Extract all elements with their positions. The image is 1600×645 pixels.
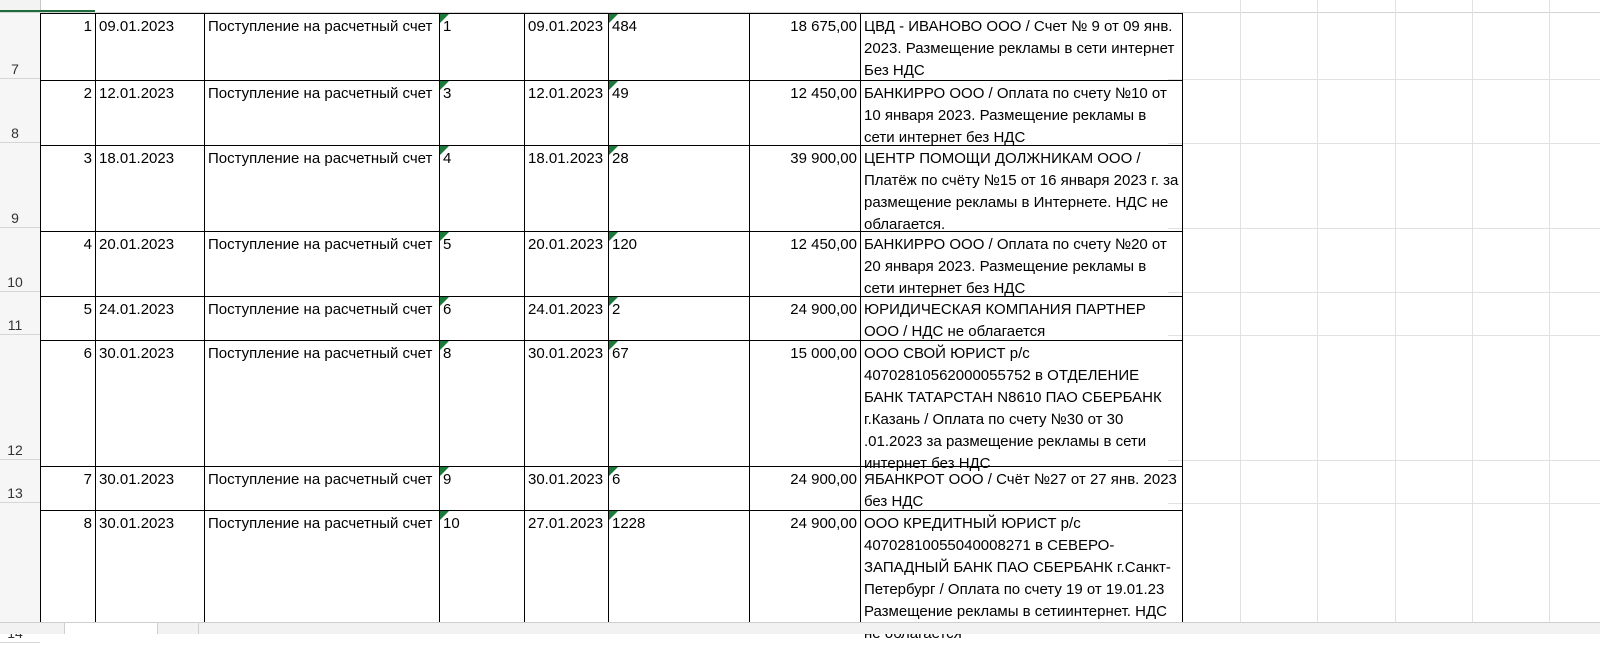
- cell-text: 15 000,00: [790, 345, 857, 362]
- cell-doc-number[interactable]: [440, 511, 525, 633]
- gridline: [1549, 0, 1550, 623]
- cell-amount[interactable]: [750, 467, 861, 511]
- cell-date[interactable]: [96, 14, 205, 81]
- cell-text: 9: [443, 471, 452, 488]
- error-indicator-icon: [609, 14, 618, 23]
- row-header[interactable]: [0, 13, 40, 79]
- cell-text: 18 675,00: [790, 18, 857, 35]
- row-header[interactable]: [0, 228, 40, 292]
- cell-text: ООО СВОЙ ЮРИСТ р/с 40702810562000055752 в ОТДЕЛЕНИЕ БАНК ТАТАРСТАН N8610 ПАО СБЕРБАНК г.Казань / Оплата по счету №30 от 30 .01.2023 за размещение рекламы в сети интернет без НДС: [864, 345, 1162, 472]
- error-indicator-icon: [440, 467, 449, 476]
- table-row: [41, 232, 1183, 297]
- cell-incoming-number[interactable]: [609, 14, 750, 81]
- cell-operation[interactable]: [205, 232, 440, 297]
- cell-text: 30.01.2023: [99, 471, 175, 488]
- cell-operation[interactable]: [205, 511, 440, 633]
- cell-text: 20.01.2023: [528, 236, 604, 253]
- cell-text: 39 900,00: [790, 150, 857, 167]
- table-row: [41, 297, 1183, 341]
- cell-doc-number[interactable]: [440, 232, 525, 297]
- cell-operation[interactable]: [205, 81, 440, 146]
- cell-text: 18.01.2023: [528, 150, 604, 167]
- cell-text: 4: [83, 236, 92, 253]
- cell-date[interactable]: [96, 297, 205, 341]
- error-indicator-icon: [440, 146, 449, 155]
- cell-amount[interactable]: [750, 341, 861, 467]
- error-indicator-icon: [609, 467, 618, 476]
- cell-text: БАНКИРРО ООО / Оплата по счету №10 от 10 января 2023. Размещение рекламы в сети интернет без НДС: [864, 85, 1167, 146]
- row-number: 10: [7, 274, 23, 290]
- cell-text: 1: [443, 18, 452, 35]
- cell-doc-number[interactable]: [440, 467, 525, 511]
- sheet-tab-bar: [0, 622, 1600, 634]
- row-number: 7: [11, 61, 19, 77]
- cell-amount[interactable]: [750, 81, 861, 146]
- cell-doc-date[interactable]: [525, 297, 609, 341]
- cell-incoming-number[interactable]: [609, 232, 750, 297]
- row-number: 8: [11, 125, 19, 141]
- cell-text: 3: [443, 85, 452, 102]
- error-indicator-icon: [609, 81, 618, 90]
- cell-text: Поступление на расчетный счет: [208, 236, 433, 253]
- cell-description[interactable]: [861, 341, 1183, 472]
- table-row: [41, 511, 1183, 633]
- cell-text: 30.01.2023: [528, 471, 604, 488]
- cell-text: 24 900,00: [790, 471, 857, 488]
- cell-amount[interactable]: [750, 14, 861, 81]
- sheet-tab[interactable]: [64, 623, 158, 634]
- cell-text: 1228: [612, 515, 646, 532]
- cell-doc-date[interactable]: [525, 146, 609, 232]
- gridline: [1168, 228, 1600, 229]
- cell-text: 8: [83, 515, 92, 532]
- cell-text: 24.01.2023: [99, 301, 175, 318]
- cell-text: ЮРИДИЧЕСКАЯ КОМПАНИЯ ПАРТНЕР ООО / НДС не облагается: [864, 301, 1146, 340]
- cell-number[interactable]: [41, 232, 96, 297]
- table-row: [41, 467, 1183, 511]
- cell-doc-number[interactable]: [440, 146, 525, 232]
- gridline: [1168, 460, 1600, 461]
- row-number: 9: [11, 210, 19, 226]
- cell-text: 2: [83, 85, 92, 102]
- cell-incoming-number[interactable]: [609, 467, 750, 511]
- cell-description[interactable]: [861, 81, 1183, 146]
- cell-text: 24 900,00: [790, 515, 857, 532]
- cell-date[interactable]: [96, 511, 205, 633]
- cell-text: 30.01.2023: [528, 345, 604, 362]
- cell-description[interactable]: [861, 511, 1183, 633]
- cell-doc-number[interactable]: [440, 81, 525, 146]
- row-header[interactable]: [0, 335, 40, 460]
- cell-text: 30.01.2023: [99, 515, 175, 532]
- error-indicator-icon: [609, 297, 618, 306]
- cell-text: 67: [612, 345, 629, 362]
- cell-incoming-number[interactable]: [609, 341, 750, 467]
- tab-separator: [198, 623, 199, 634]
- cell-description[interactable]: [861, 14, 1183, 81]
- cell-description[interactable]: [861, 232, 1183, 297]
- cell-doc-date[interactable]: [525, 511, 609, 633]
- table-row: [41, 341, 1183, 467]
- cell-date[interactable]: [96, 341, 205, 467]
- cell-text: 5: [83, 301, 92, 318]
- error-indicator-icon: [440, 341, 449, 350]
- row-header[interactable]: [0, 143, 40, 228]
- gridline: [1472, 0, 1473, 623]
- cell-text: 12 450,00: [790, 85, 857, 102]
- cell-text: 6: [612, 471, 621, 488]
- cell-text: 28: [612, 150, 629, 167]
- cell-text: Поступление на расчетный счет: [208, 301, 433, 318]
- row-header-column: [0, 13, 41, 623]
- cell-text: 2: [612, 301, 621, 318]
- column-header-strip: [0, 0, 1600, 13]
- cell-date[interactable]: [96, 232, 205, 297]
- cell-text: 24 900,00: [790, 301, 857, 318]
- cell-operation[interactable]: [205, 146, 440, 232]
- gridline: [1168, 143, 1600, 144]
- cell-number[interactable]: [41, 341, 96, 467]
- cell-text: 20.01.2023: [99, 236, 175, 253]
- cell-doc-number[interactable]: [440, 14, 525, 81]
- cell-amount[interactable]: [750, 297, 861, 341]
- row-number: 12: [7, 442, 23, 458]
- cell-text: 09.01.2023: [99, 18, 175, 35]
- cell-text: Поступление на расчетный счет: [208, 515, 433, 532]
- cell-text: 7: [83, 471, 92, 488]
- cell-text: 6: [83, 345, 92, 362]
- cell-number[interactable]: [41, 467, 96, 511]
- cell-doc-date[interactable]: [525, 341, 609, 467]
- cell-text: ЦВД - ИВАНОВО ООО / Счет № 9 от 09 янв. 2023. Размещение рекламы в сети интернет Без НДС: [864, 18, 1175, 79]
- cell-text: 30.01.2023: [99, 345, 175, 362]
- row-header[interactable]: [0, 79, 40, 143]
- cell-amount[interactable]: [750, 146, 861, 232]
- cell-text: 12.01.2023: [99, 85, 175, 102]
- error-indicator-icon: [609, 511, 618, 520]
- cell-text: ЦЕНТР ПОМОЩИ ДОЛЖНИКАМ ООО / Платёж по счёту №15 от 16 января 2023 г. за размещение рекламы в Интернете. НДС не облагается.: [864, 150, 1179, 233]
- cell-date[interactable]: [96, 467, 205, 511]
- cell-doc-date[interactable]: [525, 232, 609, 297]
- table-row: [41, 14, 1183, 81]
- error-indicator-icon: [609, 232, 618, 241]
- cell-operation[interactable]: [205, 467, 440, 511]
- cell-incoming-number[interactable]: [609, 146, 750, 232]
- error-indicator-icon: [440, 14, 449, 23]
- cell-incoming-number[interactable]: [609, 511, 750, 633]
- cell-description[interactable]: [861, 467, 1183, 511]
- cell-doc-date[interactable]: [525, 467, 609, 511]
- row-number: 13: [7, 485, 23, 501]
- cell-text: 484: [612, 18, 638, 35]
- cell-text: 27.01.2023: [528, 515, 604, 532]
- cell-amount[interactable]: [750, 232, 861, 297]
- cell-text: Поступление на расчетный счет: [208, 85, 433, 102]
- error-indicator-icon: [440, 232, 449, 241]
- cell-number[interactable]: [41, 511, 96, 633]
- cell-doc-number[interactable]: [440, 297, 525, 341]
- gridline: [1168, 292, 1600, 293]
- error-indicator-icon: [440, 81, 449, 90]
- cell-operation[interactable]: [205, 297, 440, 341]
- cell-number[interactable]: [41, 297, 96, 341]
- cell-text: Поступление на расчетный счет: [208, 471, 433, 488]
- cell-text: Поступление на расчетный счет: [208, 345, 433, 362]
- gridline: [1240, 0, 1241, 623]
- cell-text: ЯБАНКРОТ ООО / Счёт №27 от 27 янв. 2023 без НДС: [864, 471, 1177, 510]
- cell-number[interactable]: [41, 81, 96, 146]
- cell-text: 3: [83, 150, 92, 167]
- cell-doc-date[interactable]: [525, 81, 609, 146]
- cell-text: 120: [612, 236, 638, 253]
- cell-text: 4: [443, 150, 452, 167]
- cell-operation[interactable]: [205, 14, 440, 81]
- gridline: [1395, 0, 1396, 623]
- cell-operation[interactable]: [205, 341, 440, 467]
- cell-text: 1: [83, 18, 92, 35]
- cell-text: Поступление на расчетный счет: [208, 150, 433, 167]
- cell-incoming-number[interactable]: [609, 81, 750, 146]
- row-number: 11: [7, 317, 23, 333]
- cell-text: 10: [443, 515, 460, 532]
- cell-description[interactable]: [861, 146, 1183, 232]
- gridline: [1168, 503, 1600, 504]
- cell-text: 6: [443, 301, 452, 318]
- selection-indicator: [0, 10, 95, 12]
- error-indicator-icon: [440, 511, 449, 520]
- gridline: [1168, 335, 1600, 336]
- table-row: [41, 146, 1183, 232]
- cell-text: ООО КРЕДИТНЫЙ ЮРИСТ р/с 40702810055040008271 в СЕВЕРО-ЗАПАДНЫЙ БАНК ПАО СБЕРБАНК г.Санкт-Петербург / Оплата по счету 19 от 19.01.23 Размещение рекламы в сетиинтернет. НДС: [864, 515, 1171, 620]
- cell-date[interactable]: [96, 81, 205, 146]
- cell-description[interactable]: [861, 297, 1183, 341]
- cell-text: 24.01.2023: [528, 301, 604, 318]
- error-indicator-icon: [609, 146, 618, 155]
- cell-text: 5: [443, 236, 452, 253]
- cell-amount[interactable]: [750, 511, 861, 633]
- error-indicator-icon: [609, 341, 618, 350]
- cell-text: 18.01.2023: [99, 150, 175, 167]
- cell-incoming-number[interactable]: [609, 297, 750, 341]
- cell-text: 8: [443, 345, 452, 362]
- cell-text: 49: [612, 85, 629, 102]
- cell-doc-date[interactable]: [525, 14, 609, 81]
- table-row: [41, 81, 1183, 146]
- cell-text: 12.01.2023: [528, 85, 604, 102]
- row-header[interactable]: [0, 292, 40, 335]
- cell-text: 09.01.2023: [528, 18, 604, 35]
- cell-text: 12 450,00: [790, 236, 857, 253]
- cell-number[interactable]: [41, 14, 96, 81]
- cell-number[interactable]: [41, 146, 96, 232]
- row-header[interactable]: [0, 460, 40, 503]
- gridline: [1317, 0, 1318, 623]
- cell-date[interactable]: [96, 146, 205, 232]
- error-indicator-icon: [440, 297, 449, 306]
- cell-text: Поступление на расчетный счет: [208, 18, 433, 35]
- cell-text: БАНКИРРО ООО / Оплата по счету №20 от 20 января 2023. Размещение рекламы в сети интернет без НДС: [864, 236, 1167, 297]
- data-table: [40, 13, 1183, 633]
- gridline: [1168, 79, 1600, 80]
- cell-doc-number[interactable]: [440, 341, 525, 467]
